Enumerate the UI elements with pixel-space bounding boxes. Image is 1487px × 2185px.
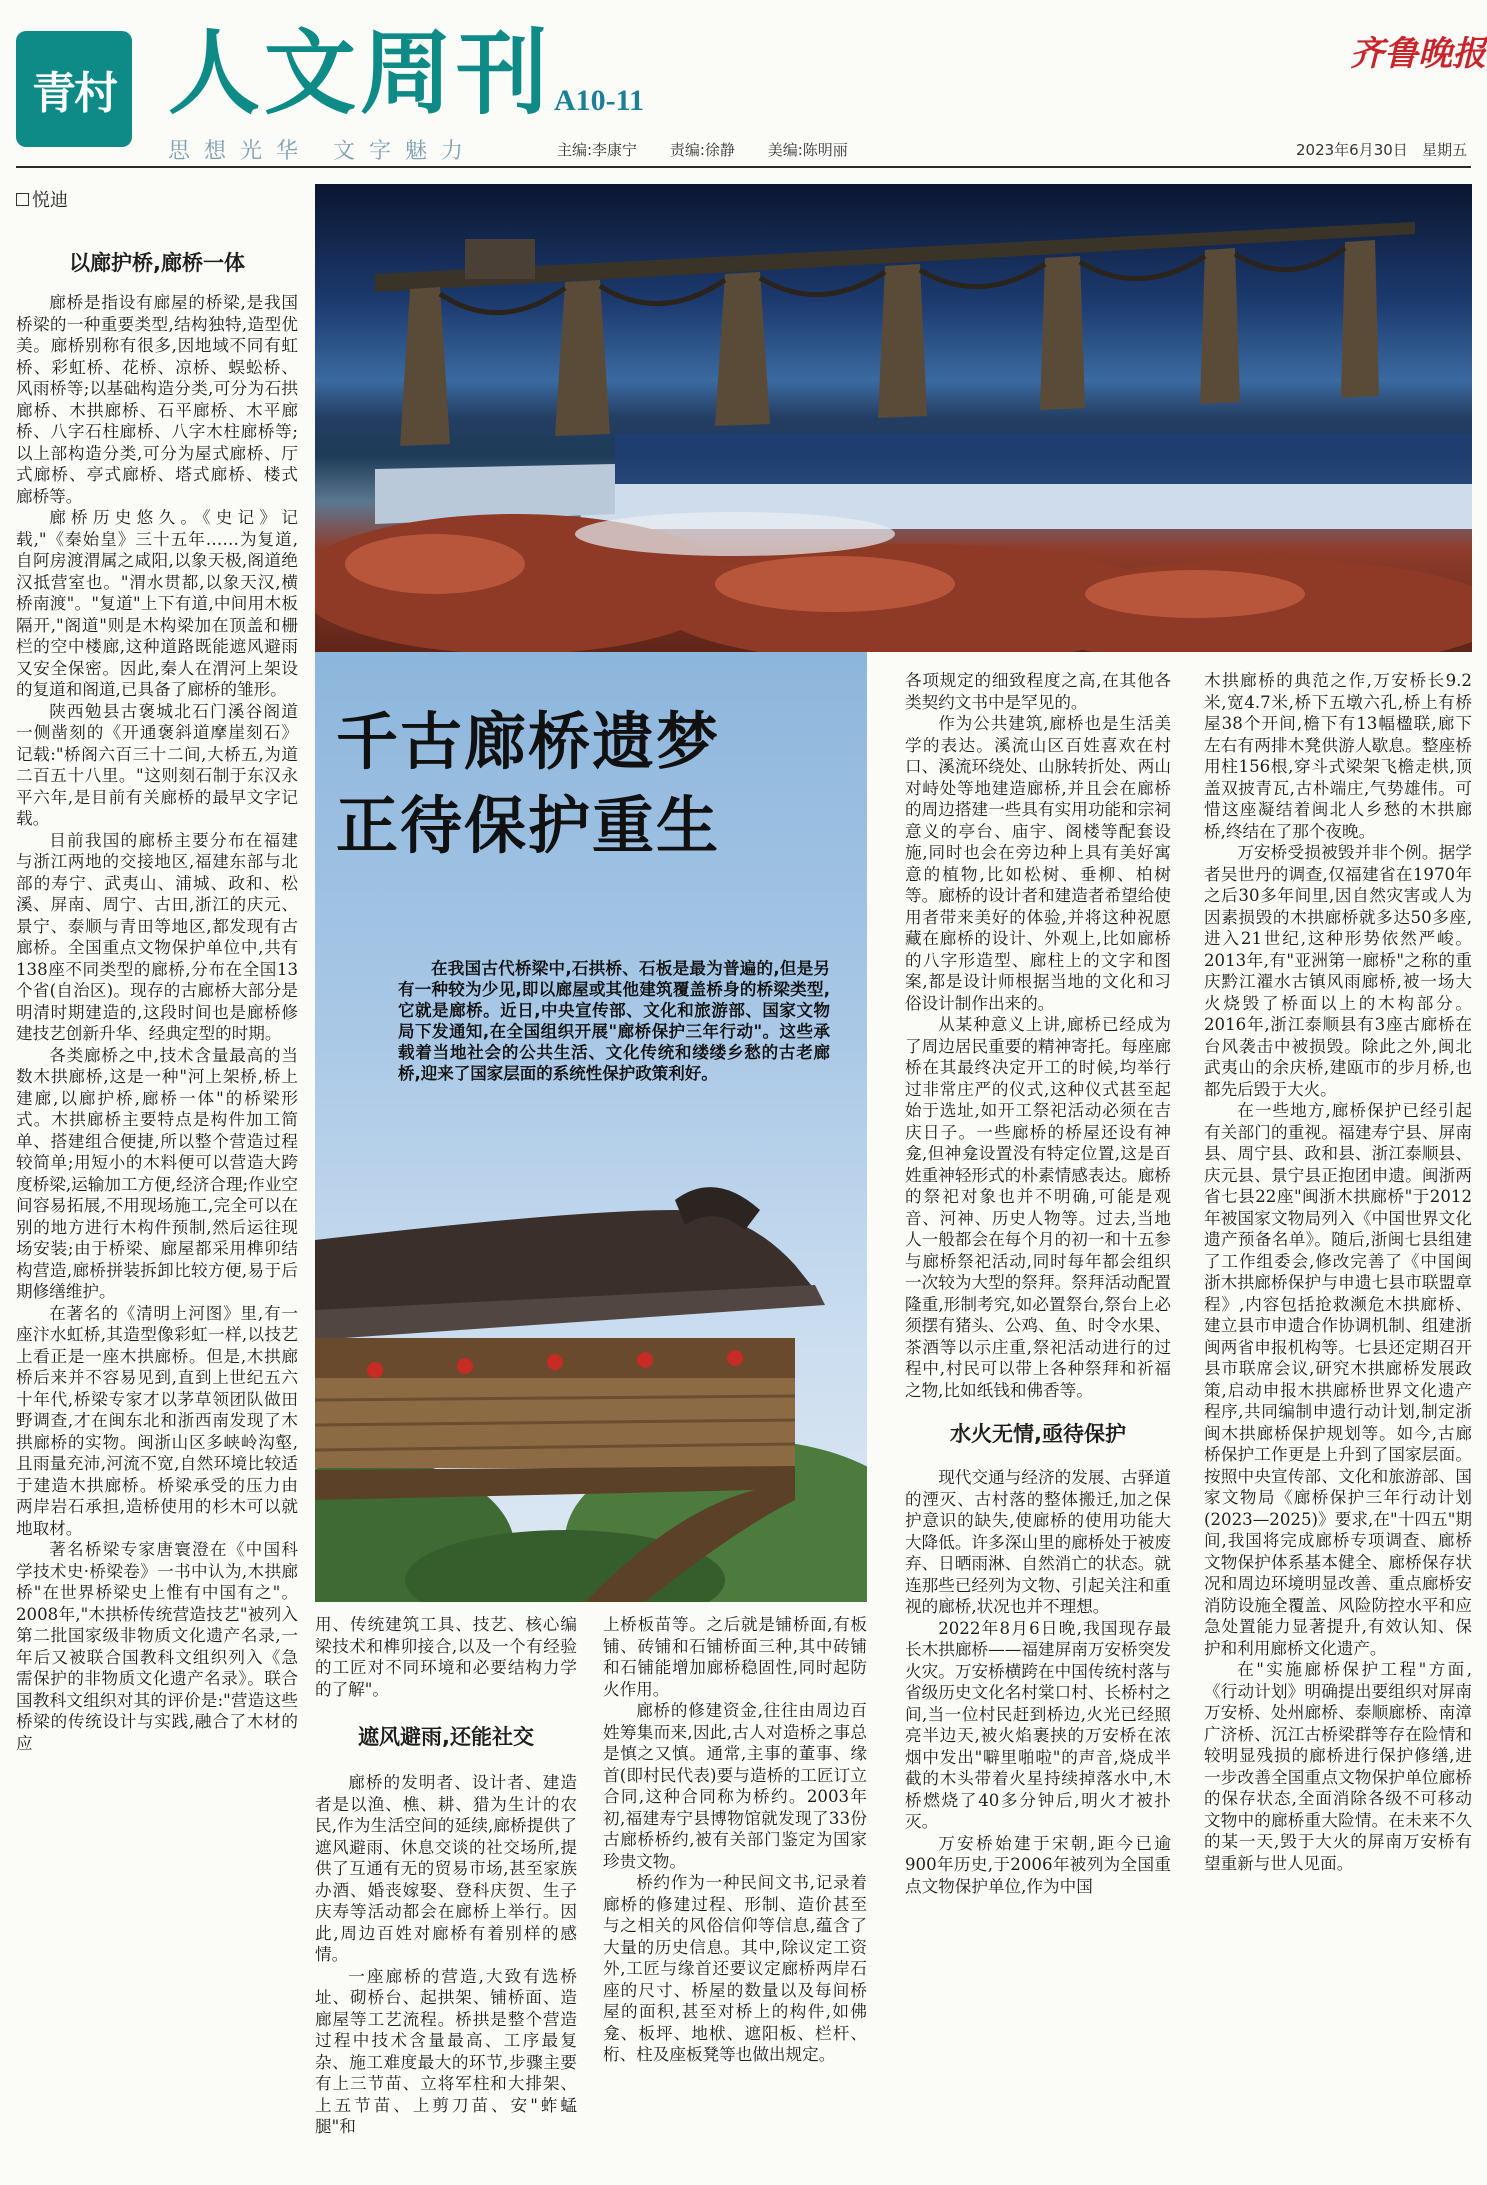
editor-credits xyxy=(557,139,866,160)
paragraph: 著名桥梁专家唐寰澄在《中国科学技术史·桥梁卷》一书中认为,木拱廊桥"在世界桥梁史上惟有中国有之"。2008年,"木拱桥传统营造技艺"被列入第二批国家级非物质文化遗产名录,一年后又被联合国教科文组织列入《急需保护的非物质文化遗产名录》。联合国教科文组织对其的评价是:"营造这些桥梁的传统设计与实践,融合了木材的应 xyxy=(16,1540,298,1753)
logo-badge xyxy=(16,31,132,147)
page-numbers: A10-11 xyxy=(554,84,644,117)
paragraph: 廊桥的发明者、设计者、建造者是以渔、樵、耕、猎为生计的农民,作为生活空间的延续,廊桥提供了遮风避雨、休息交谈的社交场所,提供了互通有无的贸易市场,甚至家族办酒、婚丧嫁娶、登科庆贺、生子庆寿等活动都会在廊桥上举行。因此,周边百姓对廊桥有着别样的感情。 xyxy=(315,1773,577,1964)
stone-bridge-illustration xyxy=(315,184,1472,652)
date: 2023年6月30日 xyxy=(1296,141,1408,159)
responsible-editor: 责编:徐静 xyxy=(669,141,735,159)
editor: 主编:李康宁 xyxy=(557,141,638,159)
header-divider xyxy=(16,166,1471,168)
paragraph: 万安桥始建于宋朝,距今已逾900年历史,于2006年被列为全国重点文物保护单位,作为中国 xyxy=(905,1833,1171,1896)
lede-paragraph: 在我国古代桥梁中,石拱桥、石板是最为普遍的,但是另有一种较为少见,即以廊屋或其他建筑覆盖桥身的桥梁类型,它就是廊桥。近日,中央宣传部、文化和旅游部、国家文物局下发通知,在全国组织开展"廊桥保护三年行动"。这些承载着当地社会的公共生活、文化传统和缕缕乡愁的古老廊桥,迎来了国家层面的系统性保护政策利好。 xyxy=(398,959,830,1083)
column-5 xyxy=(1204,670,1472,2170)
author-name: 悦迪 xyxy=(32,190,68,211)
paragraph: 各项规定的细致程度之高,在其他各类契约文书中是罕见的。 xyxy=(905,671,1171,712)
paragraph: 2022年8月6日晚,我国现存最长木拱廊桥——福建屏南万安桥突发火灾。万安桥横跨在中国传统村落与省级历史文化名村棠口村、长桥村之间,当一位村民赶到桥边,火光已经照亮半边天,被火焰裹挟的万安桥在浓烟中发出"噼里啪啦"的声音,烧成半截的木头带着火星持续掉落水中,木桥燃烧了40多分钟后,明火才被扑灭。 xyxy=(905,1618,1171,1831)
covered-bridge-photo xyxy=(315,1170,867,1602)
paragraph: 陕西勉县古褒城北石门溪谷阁道一侧凿刻的《开通褒斜道摩崖刻石》记载:"桥阁六百三十二间,大桥五,为道二百五十八里。"这则刻石制于东汉永平六年,是目前有关廊桥的最早文字记载。 xyxy=(16,701,298,828)
subheading-3: 水火无情,亟待保护 xyxy=(950,1422,1126,1446)
subheading-1: 以廊护桥,廊桥一体 xyxy=(69,251,245,275)
dateline xyxy=(1296,139,1467,160)
paragraph: 万安桥受损被毁并非个例。据学者吴世丹的调查,仅福建省在1970年之后30多年间里,因自然灾害或人为因素损毁的木拱廊桥就多达50多座,进入21世纪,这种形势依然严峻。2013年,有"亚洲第一廊桥"之称的重庆黔江濯水古镇风雨廊桥,被一场大火烧毁了桥面以上的木构部分。2016年,浙江泰顺县有3座古廊桥在台风袭击中被损毁。除此之外,闽北武夷山的余庆桥,建瓯市的步月桥,也都先后毁于大火。 xyxy=(1204,843,1472,1099)
slogan: 思想光华 文字魅力 xyxy=(168,139,477,164)
column-1 xyxy=(16,240,298,2170)
paragraph: 木拱廊桥的典范之作,万安桥长9.2米,宽4.7米,桥下五墩六孔,桥上有桥屋38个开间,檐下有13幅楹联,廊下左右有两排木凳供游人歇息。整座桥用柱156根,穿斗式梁架飞檐走栱,顶盖双披青瓦,古朴端庄,气势雄伟。可惜这座凝结着闽北人乡愁的木拱廊桥,终结在了那个夜晚。 xyxy=(1204,671,1472,841)
paragraph: 目前我国的廊桥主要分布在福建与浙江两地的交接地区,福建东部与北部的寿宁、武夷山、浦城、政和、松溪、屏南、周宁、古田,浙江的庆元、景宁、泰顺与青田等地区,都发现有古廊桥。全国重点文物保护单位中,共有138座不同类型的廊桥,分布在全国13个省(自治区)。现存的古廊桥大部分是明清时期建造的,这段时间也是廊桥修建技艺创新升华、经典定型的时期。 xyxy=(16,830,298,1043)
section-title: 人文周刊 xyxy=(168,19,553,127)
paragraph: 从某种意义上讲,廊桥已经成为了周边居民重要的精神寄托。每座廊桥在其最终决定开工的时候,均举行过非常庄严的仪式,这种仪式甚至起始于选址,如开工祭祀活动必须在吉庆日子。一些廊桥的桥屋还设有神龛,但神龛设置没有特定位置,这是百姓重神轻形式的朴素情感表达。廊桥的祭祀对象也并不明确,可能是观音、河神、历史人物等。过去,当地人一般都会在每个月的初一和十五参与廊桥祭祀活动,同时每年都会组织一次较为大型的祭拜。祭拜活动配置隆重,形制考究,如必置祭台,祭台上必须摆有猪头、公鸡、鱼、时令水果、茶酒等以示庄重,祭祀活动进行的过程中,村民可以带上各种祭拜和祈福之物,比如纸钱和佛香等。 xyxy=(905,1015,1171,1400)
paragraph: 在"实施廊桥保护工程"方面,《行动计划》明确提出要组织对屏南万安桥、处州廊桥、泰顺廊桥、南漳广济桥、沉江古桥梁群等存在险情和较明显残损的廊桥进行保护修缮,进一步改善全国重点文物保护单位廊桥的保存状态,全面消除各级不可移动文物中的廊桥重大险情。在未来不久的某一天,毁于大火的屏南万安桥有望重新与世人见面。 xyxy=(1204,1660,1472,1873)
byline-box-icon xyxy=(16,193,29,206)
paragraph: 用、传统建筑工具、技艺、核心编梁技术和榫卯接合,以及一个有经验的工匠对不同环境和必要结构力学的了解"。 xyxy=(315,1615,577,1699)
column-2 xyxy=(315,1614,577,2170)
paragraph: 廊桥是指设有廊屋的桥梁,是我国桥梁的一种重要类型,结构独特,造型优美。廊桥别称有很多,因地域不同有虹桥、彩虹桥、花桥、凉桥、蜈蚣桥、风雨桥等;以基础构造分类,可分为石拱廊桥、木拱廊桥、石平廊桥、木平廊桥、八字石柱廊桥、八字木柱廊桥等;以上部构造分类,可分为屋式廊桥、厅式廊桥、亭式廊桥、塔式廊桥、楼式廊桥等。 xyxy=(16,293,298,506)
logo-text: 青村 xyxy=(32,68,116,119)
paragraph: 各类廊桥之中,技术含量最高的当数木拱廊桥,这是一种"河上架桥,桥上建廊,以廊护桥,廊桥一体"的桥梁形式。木拱廊桥主要特点是构件加工简单、搭建组合便捷,所以整个营造过程较简单;用短小的木料便可以营造大跨度桥梁,运输加工方便,经济合理;作业空间容易拓展,不用现场施工,完全可以在别的地方进行木构件预制,然后运往现场安装;由于桥梁、廊屋都采用榫卯结构营造,廊桥拼装拆卸比较方便,易于后期修缮维护。 xyxy=(16,1045,298,1301)
paragraph: 作为公共建筑,廊桥也是生活美学的表达。溪流山区百姓喜欢在村口、溪流环绕处、山脉转折处、两山对峙处等地建造廊桥,并且会在廊桥的周边搭建一些具有实用功能和宗祠意义的亭台、庙宇、阁楼等配套设施,同时也会在旁边种上具有美好寓意的植物,比如松树、垂柳、柏树等。廊桥的设计者和建造者希望给使用者带来美好的体验,并将这种祝愿藏在廊桥的设计、外观上,比如廊桥的八字形造型、廊柱上的文字和图案,都是设计师根据当地的文化和习俗设计制作出来的。 xyxy=(905,714,1171,1013)
author-byline xyxy=(16,186,68,212)
stone-bridge-photo xyxy=(315,184,1472,652)
paragraph: 在一些地方,廊桥保护已经引起有关部门的重视。福建寿宁县、屏南县、周宁县、政和县、浙江泰顺县、庆元县、景宁县正抱团申遗。闽浙两省七县22座"闽浙木拱廊桥"于2012年被国家文物局列入《中国世界文化遗产预备名单》。随后,浙闽七县组建了工作组委会,修改完善了《中国闽浙木拱廊桥保护与申遗七县市联盟章程》,内容包括抢救濒危木拱廊桥、建立县市申遗合作协调机制、组建浙闽两省申报机构等。七县还定期召开县市联席会议,研究木拱廊桥发展政策,启动申报木拱廊桥世界文化遗产程序,共同编制申遗行动计划,制定浙闽木拱廊桥保护规划等。如今,古廊桥保护工作更是上升到了国家层面。按照中央宣传部、文化和旅游部、国家文物局《廊桥保护三年行动计划(2023—2025)》要求,在"十四五"期间,我国将完成廊桥专项调查、廊桥文物保护体系基本健全、廊桥保存状况和周边环境明显改善、重点廊桥安消防设施全覆盖、风险防控水平和应急处置能力显著提升,有效认知、保护和利用廊桥文化遗产。 xyxy=(1204,1101,1472,1658)
subheading-2: 遮风避雨,还能社交 xyxy=(358,1725,534,1749)
covered-bridge-illustration xyxy=(315,1170,867,1602)
headline-line-1: 千古廊桥遗梦 xyxy=(336,705,721,778)
column-4 xyxy=(905,670,1171,2170)
weekday: 星期五 xyxy=(1422,141,1468,159)
paragraph: 上桥板苗等。之后就是铺桥面,有板铺、砖铺和石铺桥面三种,其中砖铺和石铺能增加廊桥稳固性,同时起防火作用。 xyxy=(603,1615,867,1699)
paper-name: 齐鲁晚报 xyxy=(1350,34,1486,74)
paragraph: 廊桥的修建资金,往往由周边百姓筹集而来,因此,古人对造桥之事总是慎之又慎。通常,主事的董事、缘首(即村民代表)要与造桥的工匠订立合同,这种合同称为桥约。2003年初,福建寿宁县博物馆就发现了33份古廊桥桥约,被有关部门鉴定为国家珍贵文物。 xyxy=(603,1701,867,1871)
headline-line-2: 正待保护重生 xyxy=(336,789,721,862)
main-headline xyxy=(336,700,720,868)
paragraph: 一座廊桥的营造,大致有选桥址、砌桥台、起拱架、铺桥面、造廊屋等工艺流程。桥拱是整个营造过程中技术含量最高、工序最复杂、施工难度最大的环节,步骤主要有上三节苗、立将军柱和大排架、上五节苗、上剪刀苗、安"蚱蜢腿"和 xyxy=(315,1966,577,2136)
paragraph: 桥约作为一种民间文书,记录着廊桥的修建过程、形制、造价甚至与之相关的风俗信仰等信息,蕴含了大量的历史信息。其中,除议定工资外,工匠与缘首还要议定廊桥两岸石座的尺寸、桥屋的数量以及每间桥屋的面积,甚至对桥上的构件,如佛龛、板坪、地栿、遮阳板、栏杆、桁、柱及座板凳等也做出规定。 xyxy=(603,1873,867,2064)
paragraph: 廊桥历史悠久。《史记》记载,"《秦始皇》三十五年……为复道,自阿房渡渭属之咸阳,以象天极,阁道绝汉抵营室也。"渭水贯都,以象天汉,横桥南渡"。"复道"上下有道,中间用木板隔开,"阁道"则是木构梁加在顶盖和栅栏的空中楼廊,这种道路既能遮风避雨又安全保密。因此,秦人在渭河上架设的复道和阁道,已具备了廊桥的雏形。 xyxy=(16,508,298,699)
art-editor: 美编:陈明丽 xyxy=(767,141,848,159)
paragraph: 在著名的《清明上河图》里,有一座汴水虹桥,其造型像彩虹一样,以技艺上看正是一座木拱廊桥。但是,木拱廊桥后来并不容易见到,直到上世纪五六十年代,桥梁专家才以茅草领团队做田野调查,才在闽东北和浙西南发现了木拱廊桥的实物。闽浙山区多峡岭沟壑,且雨量充沛,河流不宽,自然环境比较适于建造木拱廊桥。桥梁承受的压力由两岸岩石承担,造桥使用的杉木可以就地取材。 xyxy=(16,1303,298,1538)
paragraph: 现代交通与经济的发展、古驿道的湮灭、古村落的整体搬迁,加之保护意识的缺失,使廊桥的使用功能大大降低。许多深山里的廊桥处于被废弃、日晒雨淋、自然消亡的状态。就连那些已经列为文物、引起关注和重视的廊桥,状况也并不理想。 xyxy=(905,1468,1171,1616)
column-3 xyxy=(603,1614,867,2170)
